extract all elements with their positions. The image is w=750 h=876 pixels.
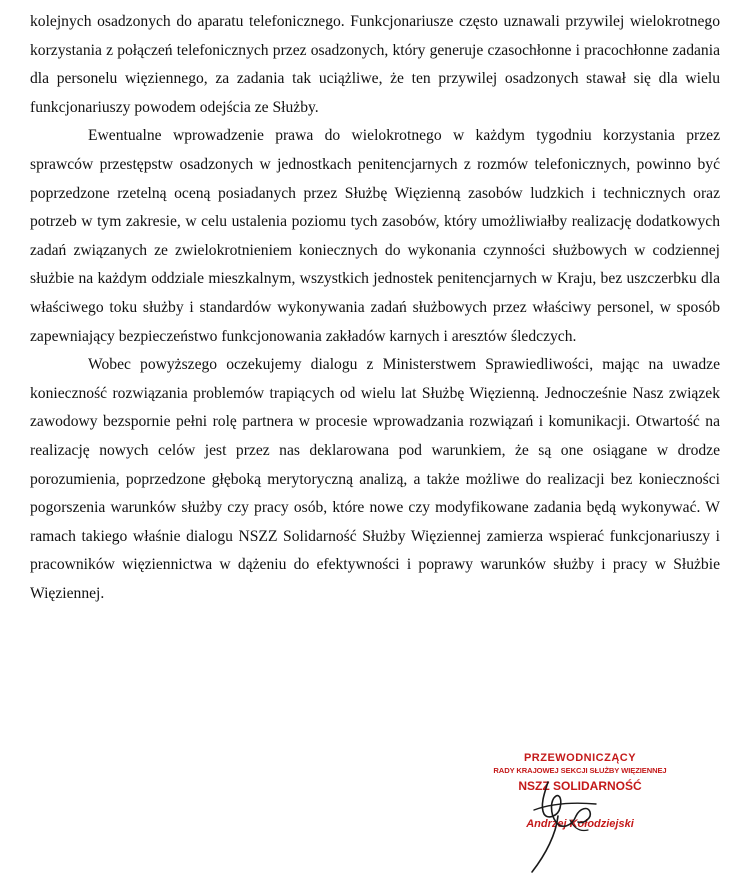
letter-body: [30, 8, 720, 608]
stamp-signatory-name: Andrzej Kołodziejski: [526, 818, 634, 830]
paragraph-2: Ewentualne wprowadzenie prawa do wielokrotnego w każdym tygodniu korzystania przez sprawców przestępstw osadzonych w jednostkach penitencjarnych z rozmów telefonicznych, powinno być poprzedzone rzetelną oceną posiadanych przez Służbę Więzienną zasobów ludzkich i technicznych oraz potrzeb w tym zakresie, w celu ustalenia poziomu tych zasobów, który umożliwiałby realizację dodatkowych zadań związanych ze zwielokrotnieniem koniecznych do wykonania czynności służbowych w codziennej służbie na każdym oddziale mieszkalnym, wszystkich jednostek penitencjarnych w Kraju, bez uszczerbku dla właściwego toku służby i standardów wykonywania zadań służbowych przez właściwy personel, w sposób zapewniający bezpieczeństwo funkcjonowania zakładów karnych i aresztów śledczych.: [30, 127, 720, 345]
stamp-union-name: NSZZ SOLIDARNOŚĆ: [518, 779, 642, 793]
paragraph-1: kolejnych osadzonych do aparatu telefonicznego. Funkcjonariusze często uznawali przywilej wielokrotnego korzystania z połączeń telefonicznych przez osadzonych, który generuje czasochłonne i pracochłonne zadania dla personelu więziennego, za zadania tak uciążliwe, że ten przywilej osadzonych stawał się dla wielu funkcjonariuszy powodem odejścia ze Służby.: [30, 13, 720, 116]
stamp-organization: RADY KRAJOWEJ SEKCJI SŁUŻBY WIĘZIENNEJ: [493, 766, 667, 775]
paragraph-3: Wobec powyższego oczekujemy dialogu z Ministerstwem Sprawiedliwości, mając na uwadze konieczność rozwiązania problemów trapiących od wielu lat Służbę Więzienną. Jednocześnie Nasz związek zawodowy bezspornie pełni rolę partnera w procesie wprowadzania rozwiązań i komunikacji. Otwartość na realizację nowych celów jest przez nas deklarowana pod warunkiem, że są one osiągane w drodze porozumienia, poprzedzone głęboką merytoryczną analizą, a także możliwe do realizacji bez konieczności pogorszenia warunków służby czy pracy osób, które nowe czy modyfikowane zadania będą wykonywać. W ramach takiego właśnie dialogu NSZZ Solidarność Służby Więziennej zamierza wspierać funkcjonariuszy i pracowników więziennictwa w dążeniu do efektywności i poprawy warunków służby i pracy w Służbie Więziennej.: [30, 356, 720, 602]
handwritten-signature-icon: [500, 750, 620, 876]
stamp-title: PRZEWODNICZĄCY: [523, 752, 637, 764]
